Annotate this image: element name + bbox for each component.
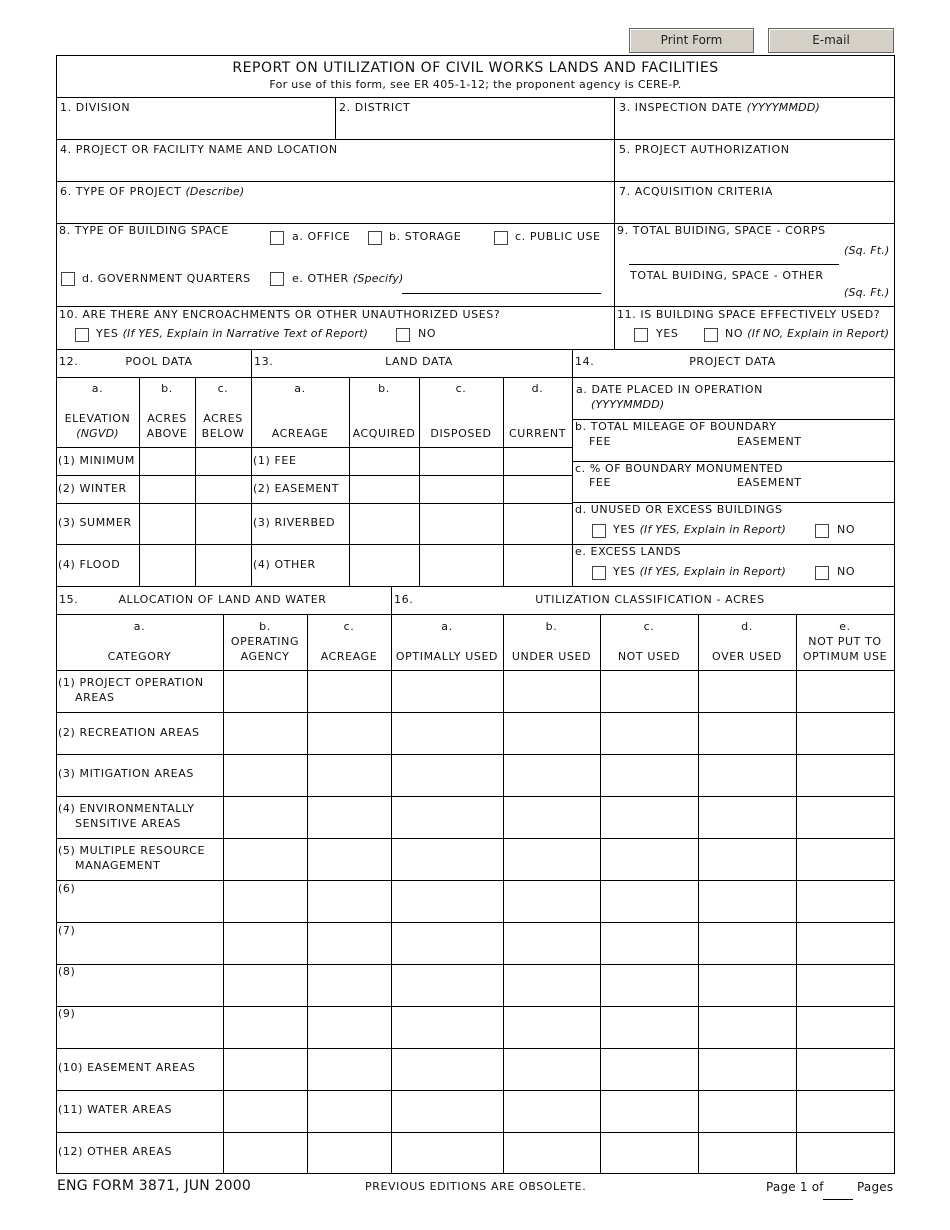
excess-buildings-yes-label: YES (If YES, Explain in Report) [613,523,787,536]
government-quarters-checkbox[interactable] [61,272,75,286]
allocation-number: 15. [59,593,79,606]
district-label: 2. DISTRICT [339,101,411,114]
corps-space-field[interactable] [630,241,838,263]
other-space-field[interactable] [630,284,838,304]
category-row-label: (7) [58,924,76,937]
category-row-label: (10) EASEMENT AREAS [58,1061,196,1074]
government-quarters-label: d. GOVERNMENT QUARTERS [82,272,251,285]
other-specify-field[interactable] [404,273,600,292]
alloc-col-c-letter: c. [343,620,355,633]
excess-lands-no-checkbox[interactable] [815,566,829,580]
excess-buildings-no-label: NO [837,523,856,536]
alloc-col-a-letter: a. [133,620,146,633]
page-count-field[interactable] [824,1179,852,1198]
over-used-header: OVER USED [712,650,782,663]
not-put-to-header: NOT PUT TO [808,635,882,648]
other-label: e. OTHER (Specify) [292,272,404,285]
monumented-fee-label: FEE [589,476,612,489]
pool-acres-below-2: BELOW [201,427,245,440]
boundary-fee-label: FEE [589,435,612,448]
date-placed-format: (YYYYMMDD) [591,398,665,411]
division-label: 1. DIVISION [60,101,131,114]
util-col-a-letter: a. [441,620,453,633]
land-acreage-header: ACREAGE [271,427,329,440]
public-use-label: c. PUBLIC USE [515,230,601,243]
category-row-label: (5) MULTIPLE RESOURCE [58,844,206,857]
encroachments-yes-label: YES (If YES, Explain in Narrative Text of Report) [96,327,369,340]
project-data-number: 14. [575,355,595,368]
encroachments-no-label: NO [418,327,437,340]
space-used-no-label: NO (If NO, Explain in Report) [725,327,890,340]
pool-ngvd-header: (NGVD) [76,427,119,440]
land-row-label: (3) RIVERBED [253,516,336,529]
optimally-used-header: OPTIMALLY USED [395,650,499,663]
util-col-e-letter: e. [839,620,851,633]
utilization-title: UTILIZATION CLASSIFICATION - ACRES [535,593,765,606]
office-label: a. OFFICE [292,230,351,243]
other-unit-label: (Sq. Ft.) [844,286,890,299]
public-use-checkbox[interactable] [494,231,508,245]
category-row-label: AREAS [75,691,115,704]
land-acquired-header: ACQUIRED [352,427,416,440]
land-number: 13. [254,355,274,368]
land-row-label: (2) EASEMENT [253,482,340,495]
form-title: REPORT ON UTILIZATION OF CIVIL WORKS LANDS AND FACILITIES [232,60,719,76]
space-used-no-checkbox[interactable] [704,328,718,342]
category-row-label: (1) PROJECT OPERATION [58,676,204,689]
util-col-b-letter: b. [545,620,558,633]
encroachments-yes-checkbox[interactable] [75,328,89,342]
operating-header: OPERATING [230,635,300,648]
space-used-yes-checkbox[interactable] [634,328,648,342]
category-row-label: (11) WATER AREAS [58,1103,173,1116]
project-name-field[interactable] [58,158,612,179]
excess-buildings-label: d. UNUSED OR EXCESS BUILDINGS [575,503,783,516]
pool-row-label: (3) SUMMER [58,516,132,529]
pages-label: Pages [857,1180,894,1194]
category-row-label: (2) RECREATION AREAS [58,726,200,739]
project-authorization-field[interactable] [617,158,893,179]
project-data-title: PROJECT DATA [689,355,776,368]
office-checkbox[interactable] [270,231,284,245]
corps-space-label: 9. TOTAL BUIDING, SPACE - CORPS [617,224,826,237]
boundary-easement-label: EASEMENT [737,435,802,448]
allocation-title: ALLOCATION OF LAND AND WATER [118,593,327,606]
storage-label: b. STORAGE [389,230,462,243]
print-form-button[interactable]: Print Form [629,28,754,53]
project-type-field[interactable] [58,200,612,221]
other-checkbox[interactable] [270,272,284,286]
project-name-label: 4. PROJECT OR FACILITY NAME AND LOCATION [60,143,338,156]
pool-row-label: (1) MINIMUM [58,454,135,467]
category-row-label: (4) ENVIRONMENTALLY [58,802,195,815]
excess-lands-yes-label: YES (If YES, Explain in Report) [613,565,787,578]
excess-lands-label: e. EXCESS LANDS [575,545,682,558]
boundary-monumented-label: c. % OF BOUNDARY MONUMENTED [575,462,784,475]
storage-checkbox[interactable] [368,231,382,245]
pool-row-label: (2) WINTER [58,482,127,495]
excess-lands-no-label: NO [837,565,856,578]
acreage-header: ACREAGE [320,650,378,663]
pool-row-label: (4) FLOOD [58,558,121,571]
division-field[interactable] [58,116,332,137]
space-used-yes-label: YES [656,327,679,340]
other-space-label: TOTAL BUIDING, SPACE - OTHER [630,269,824,282]
agency-header: AGENCY [240,650,290,663]
inspection-date-field[interactable] [617,116,893,137]
pool-col-c-letter: c. [217,382,229,395]
previous-editions-note: PREVIOUS EDITIONS ARE OBSOLETE. [365,1180,587,1193]
form-number: ENG FORM 3871, JUN 2000 [57,1178,252,1194]
util-col-c-letter: c. [643,620,655,633]
land-row-label: (4) OTHER [253,558,316,571]
category-row-label: MANAGEMENT [75,859,161,872]
pool-acres-above-2: ABOVE [146,427,188,440]
category-row-label: (8) [58,965,76,978]
under-used-header: UNDER USED [511,650,592,663]
pool-col-a-letter: a. [91,382,104,395]
district-field[interactable] [338,116,612,137]
monumented-easement-label: EASEMENT [737,476,802,489]
pool-elevation-header: ELEVATION [64,412,131,425]
land-col-b-letter: b. [378,382,390,395]
category-row-label: (12) OTHER AREAS [58,1145,173,1158]
corps-unit-label: (Sq. Ft.) [844,244,890,257]
pool-acres-below-1: ACRES [203,412,243,425]
land-disposed-header: DISPOSED [430,427,492,440]
project-authorization-label: 5. PROJECT AUTHORIZATION [619,143,790,156]
inspection-date-label: 3. INSPECTION DATE (YYYYMMDD) [619,101,820,114]
encroachments-no-checkbox[interactable] [396,328,410,342]
not-used-header: NOT USED [617,650,681,663]
land-current-header: CURRENT [508,427,567,440]
pool-col-b-letter: b. [161,382,173,395]
land-row-label: (1) FEE [253,454,297,467]
land-col-c-letter: c. [455,382,467,395]
project-type-label: 6. TYPE OF PROJECT (Describe) [60,185,245,198]
date-placed-label: a. DATE PLACED IN OPERATION [576,383,763,396]
land-title: LAND DATA [385,355,453,368]
pool-title: POOL DATA [125,355,193,368]
category-row-label: SENSITIVE AREAS [75,817,181,830]
space-used-question: 11. IS BUILDING SPACE EFFECTIVELY USED? [617,308,881,321]
excess-buildings-no-checkbox[interactable] [815,524,829,538]
pool-acres-above-1: ACRES [147,412,187,425]
building-space-label: 8. TYPE OF BUILDING SPACE [59,224,229,237]
alloc-col-b-letter: b. [259,620,271,633]
encroachments-question: 10. ARE THERE ANY ENCROACHMENTS OR OTHER UNAUTHORIZED USES? [59,308,501,321]
acquisition-criteria-field[interactable] [617,200,893,221]
optimum-use-header: OPTIMUM USE [802,650,888,663]
email-button[interactable]: E-mail [768,28,894,53]
category-row-label: (3) MITIGATION AREAS [58,767,194,780]
pool-number: 12. [59,355,79,368]
form-subtitle: For use of this form, see ER 405-1-12; the proponent agency is CERE-P. [269,78,682,91]
land-col-a-letter: a. [294,382,306,395]
acquisition-criteria-label: 7. ACQUISITION CRITERIA [619,185,773,198]
land-col-d-letter: d. [531,382,544,395]
category-row-label: (6) [58,882,76,895]
boundary-mileage-label: b. TOTAL MILEAGE OF BOUNDARY [575,420,777,433]
category-row-label: (9) [58,1007,76,1020]
excess-lands-yes-checkbox[interactable] [592,566,606,580]
page-label: Page 1 of [766,1180,824,1194]
util-col-d-letter: d. [741,620,753,633]
utilization-number: 16. [394,593,414,606]
excess-buildings-yes-checkbox[interactable] [592,524,606,538]
category-header: CATEGORY [107,650,172,663]
date-placed-field[interactable] [700,397,892,417]
